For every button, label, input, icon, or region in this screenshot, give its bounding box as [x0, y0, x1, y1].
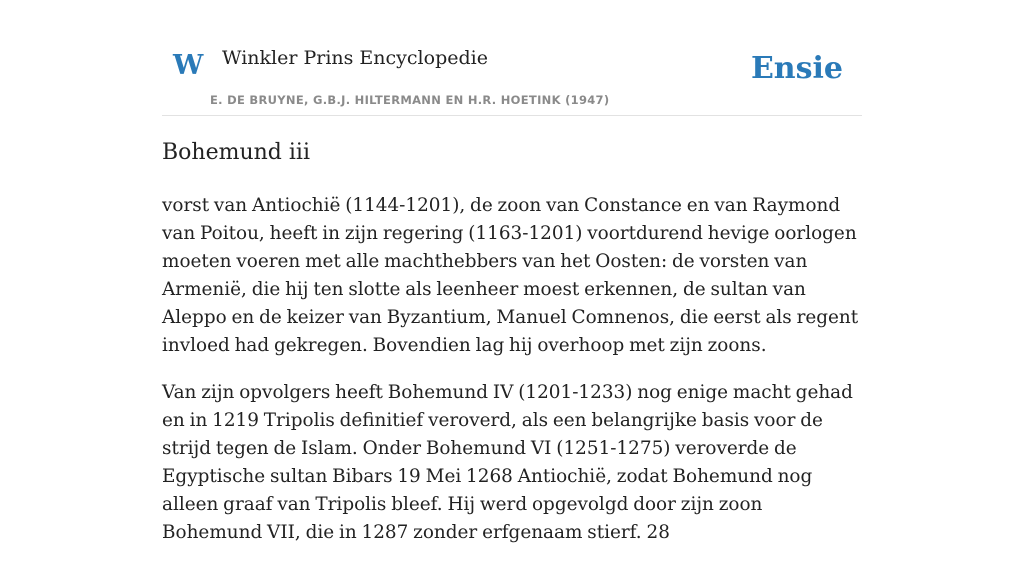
ensie-logo[interactable]: Ensie: [750, 51, 843, 86]
entry-paragraph: vorst van Antiochië (1144-1201), de zoon van Constance en van Raymond van Poitou, heeft in zijn regering (1163-1201) voortdurend hevige oorlogen moeten voeren met alle machthebbers van het Oosten: de vorsten van Armenië, die hij ten slotte als leenheer moest erkennen, de sultan van Aleppo en de keizer van Byzantium, Manuel Comnenos, die eerst als regent invloed had gekregen. Bovendien lag hij overhoop met zijn zoons.: [162, 195, 859, 356]
publication-title[interactable]: Winkler Prins Encyclopedie: [222, 47, 488, 69]
publication-authors: E. DE BRUYNE, G.B.J. HILTERMANN EN H.R. HOETINK (1947): [210, 93, 610, 107]
entry-title: Bohemund iii: [162, 140, 310, 165]
entry-body: [162, 192, 862, 566]
publication-logo[interactable]: W: [173, 50, 204, 81]
entry-paragraph: Van zijn opvolgers heeft Bohemund IV (1201-1233) nog enige macht gehad en in 1219 Tripolis definitief veroverd, als een belangrijke basis voor de strijd tegen de Islam. Onder Bohemund VI (1251-1275) veroverde de Egyptische sultan Bibars 19 Mei 1268 Antiochië, zodat Bohemund nog alleen graaf van Tripolis bleef. Hij werd opgevolgd door zijn zoon Bohemund VII, die in 1287 zonder erfgenaam stierf. 28: [162, 382, 853, 543]
publication-header: [162, 0, 862, 116]
page: [162, 0, 862, 543]
